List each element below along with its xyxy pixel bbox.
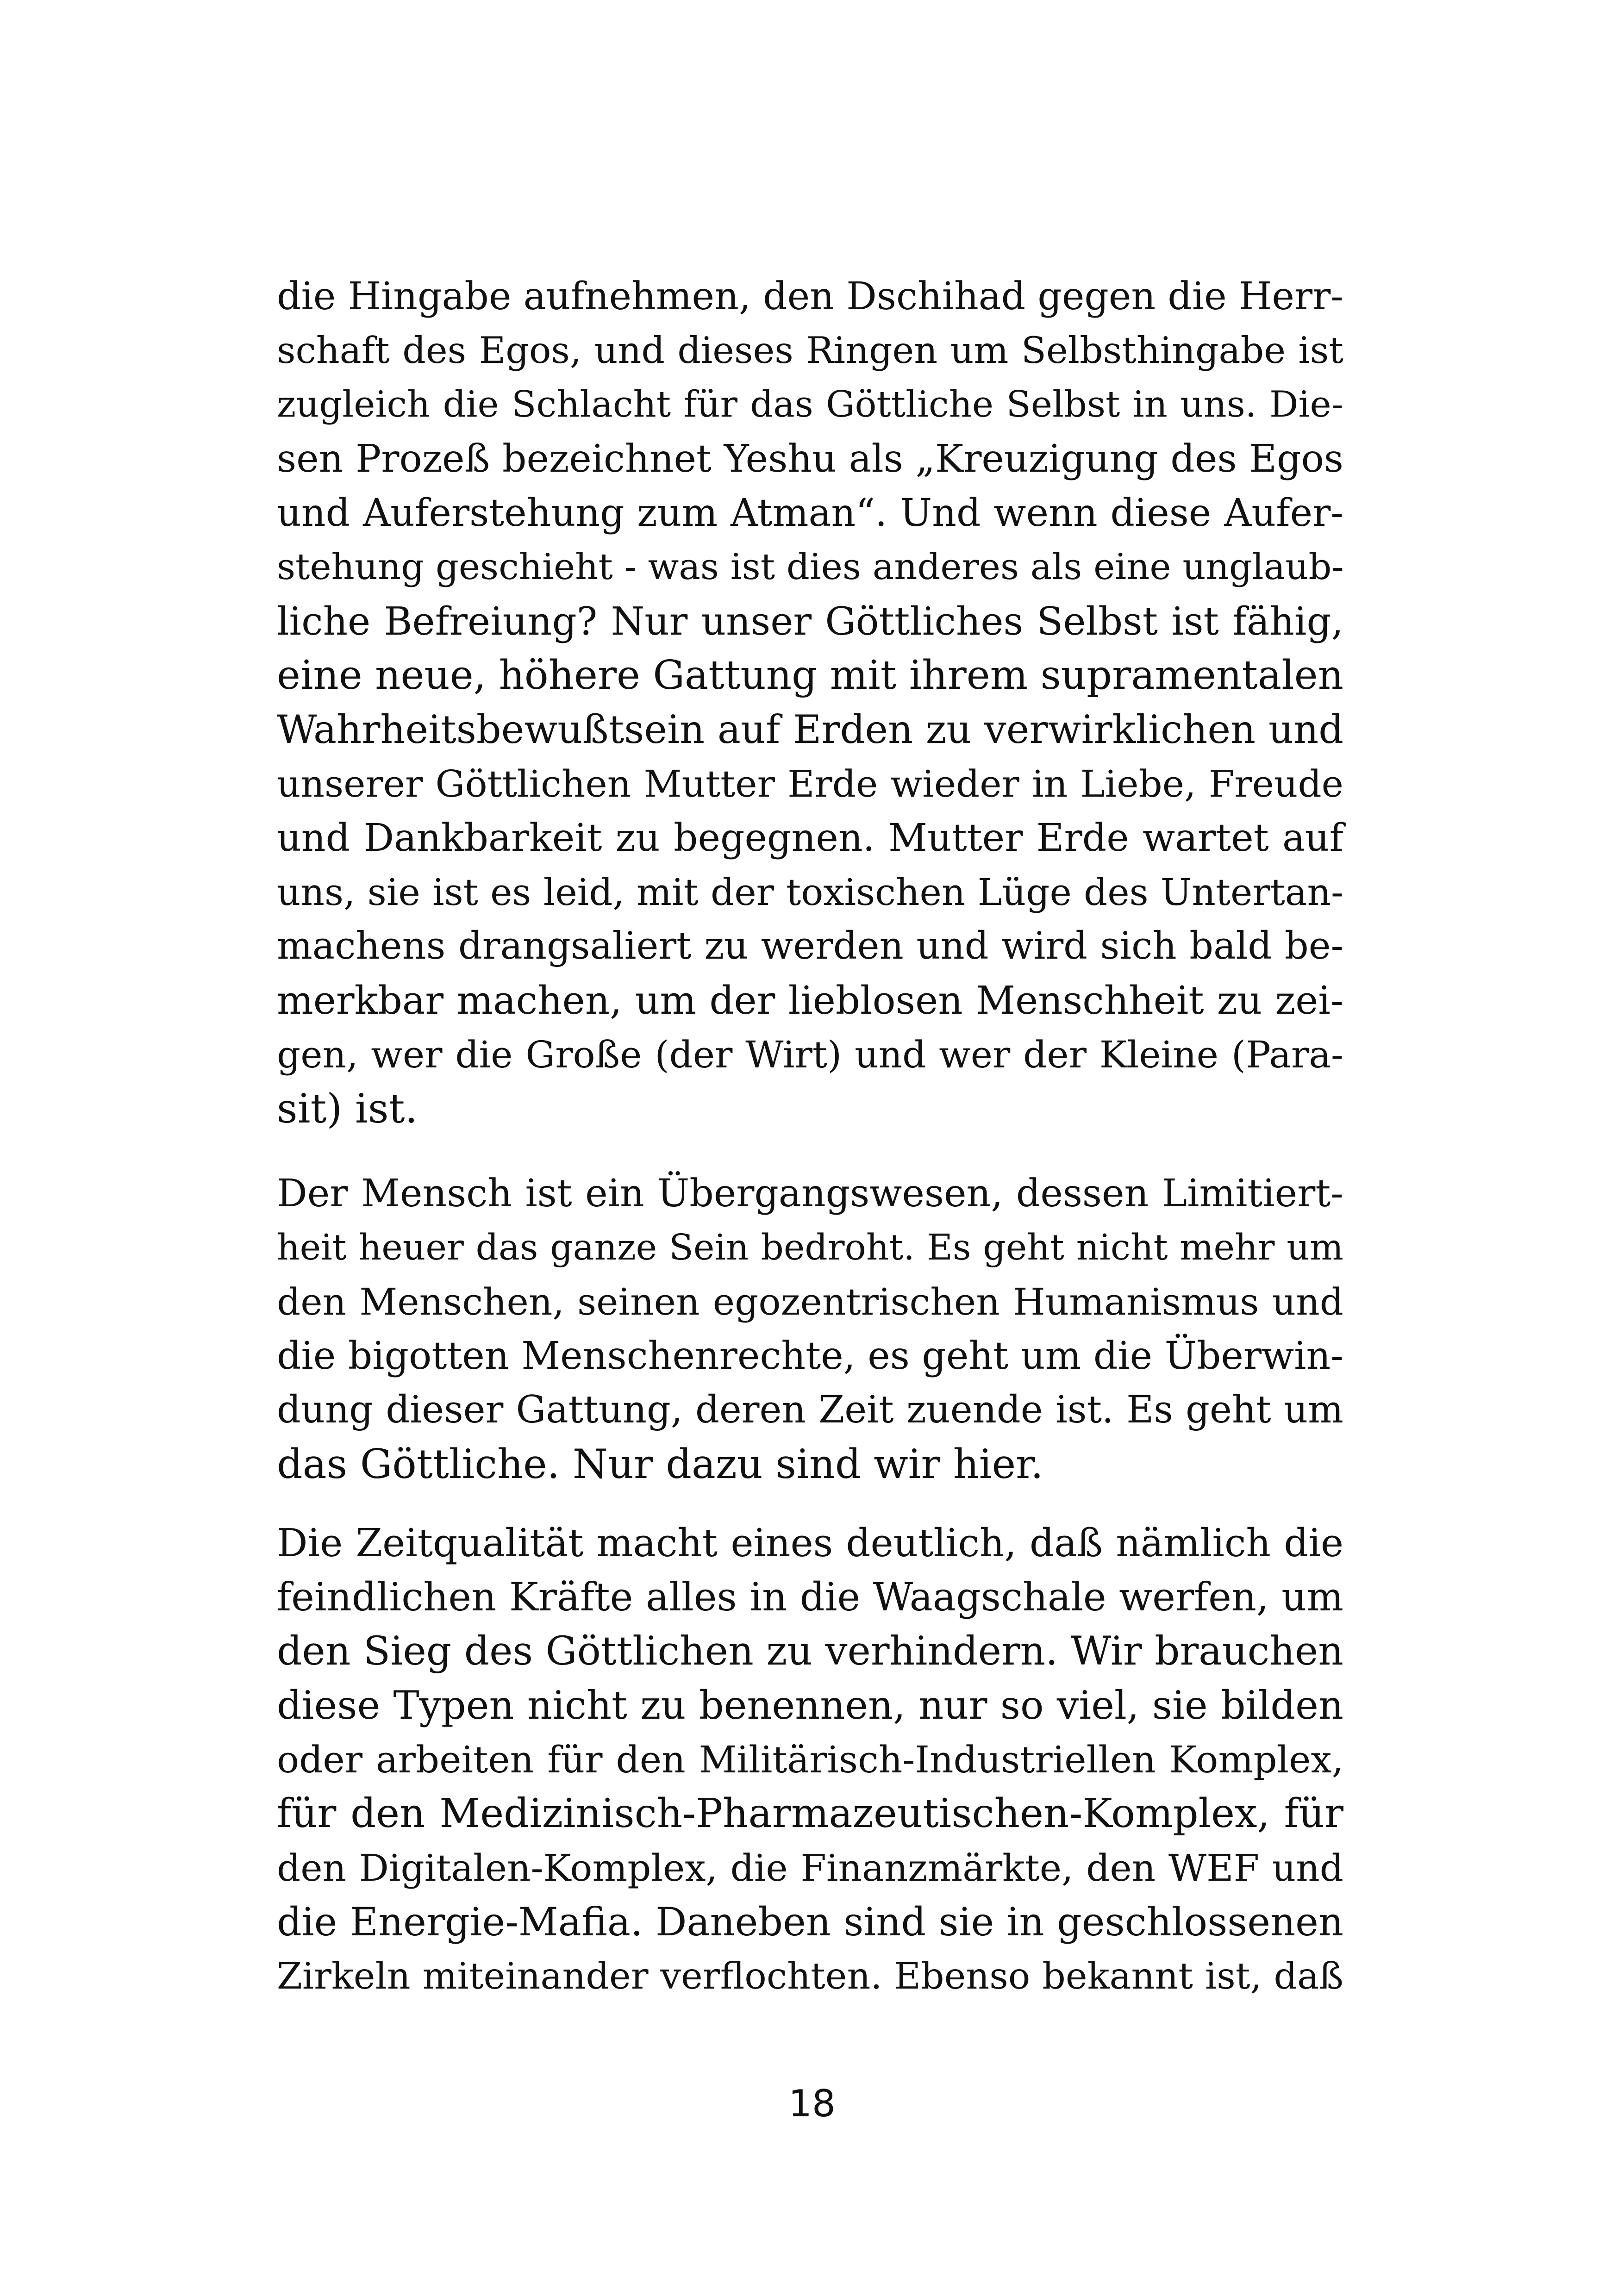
paragraph-2 xyxy=(277,1166,1343,1491)
text-line: oder arbeiten für den Militärisch-Industriellen Komplex, xyxy=(277,1738,1343,1781)
text-line: den Sieg des Göttlichen zu verhindern. Wir brauchen xyxy=(277,1628,1343,1674)
text-line: unserer Göttlichen Mutter Erde wieder in Liebe, Freude xyxy=(277,762,1343,805)
text-line: die Hingabe aufnehmen, den Dschihad gegen die Herr- xyxy=(277,274,1343,318)
text-line: dung dieser Gattung, deren Zeit zuende ist. Es geht um xyxy=(277,1388,1343,1432)
paragraph-1 xyxy=(277,269,1343,1136)
text-line: und Dankbarkeit zu begegnen. Mutter Erde wartet auf xyxy=(277,816,1343,860)
text-line: zugleich die Schlacht für das Göttliche Selbst in uns. Die- xyxy=(277,384,1343,425)
text-line: liche Befreiung? Nur unser Göttliches Selbst ist fähig, xyxy=(277,599,1343,644)
text-line: Die Zeitqualität macht eines deutlich, daß nämlich die xyxy=(277,1521,1343,1565)
text-line: Der Mensch ist ein Übergangswesen, dessen Limitiert- xyxy=(277,1172,1343,1216)
text-line: merkbar machen, um der lieblosen Menschheit zu zei- xyxy=(277,978,1343,1023)
text-line: das Göttliche. Nur dazu sind wir hier. xyxy=(277,1441,1043,1488)
text-line: sit) ist. xyxy=(277,1085,418,1132)
text-line: schaft des Egos, und dieses Ringen um Selbsthingabe ist xyxy=(277,329,1343,372)
text-line: Wahrheitsbewußtsein auf Erden zu verwirklichen und xyxy=(277,707,1343,752)
text-line: sen Prozeß bezeichnet Yeshu als „Kreuzigung des Egos xyxy=(277,437,1343,481)
text-line: stehung geschieht - was ist dies anderes als eine unglaub- xyxy=(277,546,1344,588)
text-line: machens drangsaliert zu werden und wird sich bald be- xyxy=(277,924,1343,968)
text-line: uns, sie ist es leid, mit der toxischen Lüge des Untertan- xyxy=(277,871,1343,914)
text-line: für den Medizinisch-Pharmazeutischen-Komplex, für xyxy=(277,1790,1343,1837)
text-line: gen, wer die Große (der Wirt) und wer der Kleine (Para- xyxy=(277,1033,1343,1076)
paragraph-3 xyxy=(277,1516,1343,2003)
text-line: die Energie-Mafia. Daneben sind sie in geschlossenen xyxy=(277,1899,1343,1945)
text-line: feindlichen Kräfte alles in die Waagschale werfen, um xyxy=(277,1574,1343,1620)
text-line: und Auferstehung zum Atman“. Und wenn diese Aufer- xyxy=(277,491,1343,535)
text-line: diese Typen nicht zu benennen, nur so viel, sie bilden xyxy=(277,1683,1343,1728)
text-line: Zirkeln miteinander verflochten. Ebenso bekannt ist, daß xyxy=(277,1955,1343,1997)
page-number: 18 xyxy=(788,2082,836,2125)
text-line: den Digitalen-Komplex, die Finanzmärkte, den WEF und xyxy=(277,1846,1343,1890)
text-line: eine neue, höhere Gattung mit ihrem supramentalen xyxy=(277,652,1343,698)
text-line: heit heuer das ganze Sein bedroht. Es geht nicht mehr um xyxy=(277,1227,1343,1268)
text-line: die bigotten Menschenrechte, es geht um die Überwin- xyxy=(277,1334,1343,1378)
text-line: den Menschen, seinen egozentrischen Humanismus und xyxy=(277,1280,1343,1323)
